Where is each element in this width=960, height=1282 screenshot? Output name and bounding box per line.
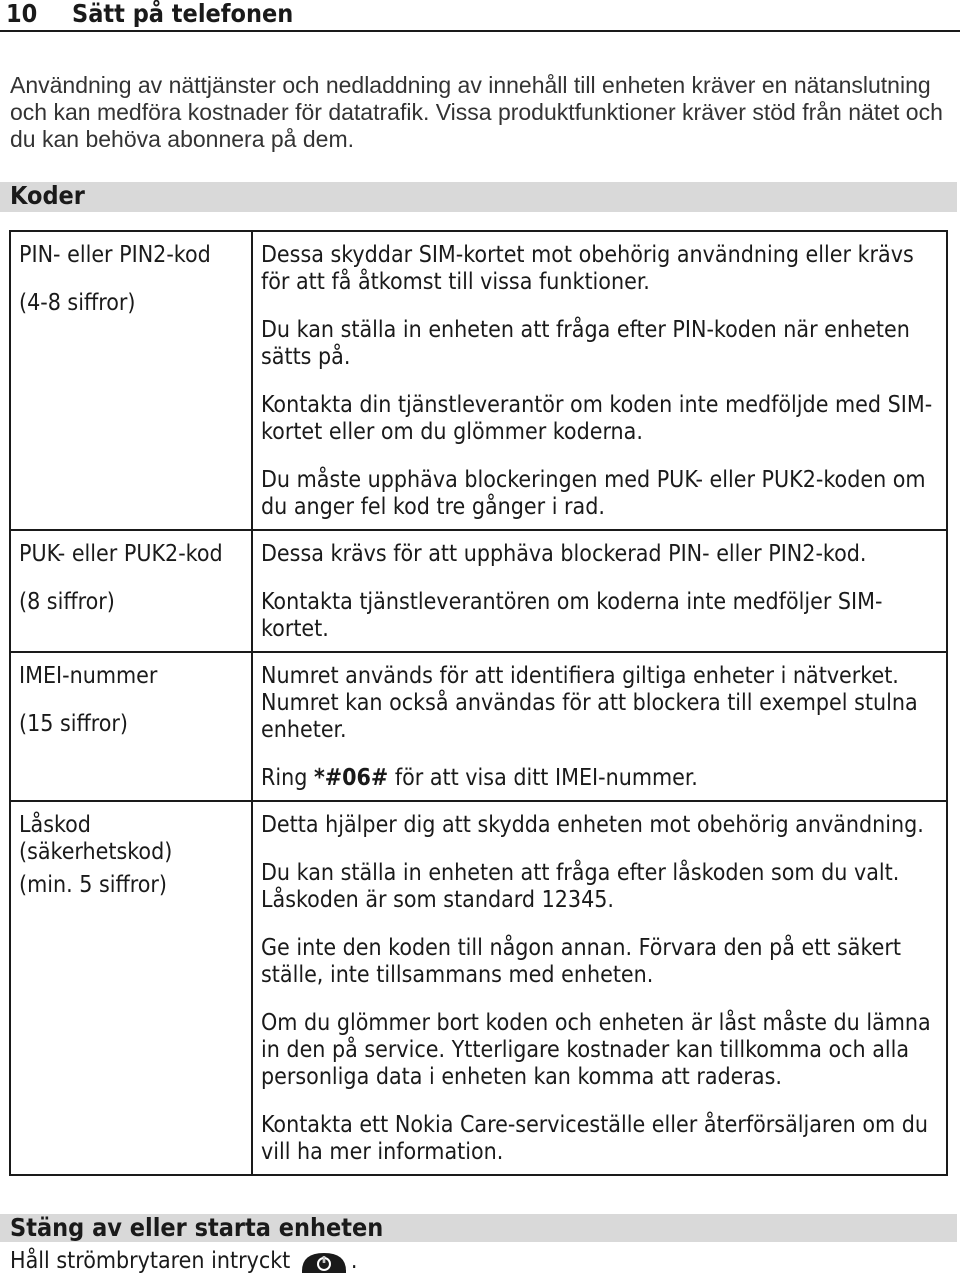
description-paragraph: Detta hjälper dig att skydda enheten mot obehörig användning. (261, 812, 924, 838)
page-header (0, 0, 960, 32)
description-paragraph: Ge inte den koden till någon annan. Förvara den på ett säkert ställe, inte tillsammans med enheten. (261, 935, 901, 988)
description-paragraph: Kontakta din tjänstleverantör om koden inte medföljde med SIM-kortet eller om du glömmer koderna. (261, 392, 933, 445)
table-row (10, 652, 947, 801)
description-paragraph: Du kan ställa in enheten att fråga efter PIN-koden när enheten sätts på. (261, 317, 910, 370)
code-description-cell (252, 530, 947, 652)
code-length: (8 siffror) (19, 589, 115, 615)
power-key-icon (299, 1249, 349, 1275)
description-paragraph: Numret används för att identifiera giltiga enheter i nätverket. Numret kan också användas för att blockera till exempel stulna enheter. (261, 663, 918, 743)
code-description-cell (252, 652, 947, 801)
codes-table (9, 230, 948, 1176)
description-paragraph: Kontakta ett Nokia Care-serviceställe eller återförsäljaren om du vill ha mer information. (261, 1112, 928, 1165)
code-length: (min. 5 siffror) (19, 872, 167, 898)
power-instruction-text: Håll strömbrytaren intryckt (10, 1248, 291, 1274)
page-number: 10 (6, 0, 38, 28)
chapter-title: Sätt på telefonen (72, 0, 294, 28)
code-name: Låskod (säkerhetskod) (19, 812, 173, 865)
code-length: (4-8 siffror) (19, 290, 136, 316)
code-name: PUK- eller PUK2-kod (19, 541, 223, 567)
section-heading-koder: Koder (0, 182, 957, 212)
section-heading-power: Stäng av eller starta enheten (0, 1214, 957, 1242)
code-description-cell (252, 801, 947, 1175)
ring-text-before: Ring (261, 765, 314, 791)
code-name: IMEI-nummer (19, 663, 158, 689)
ring-text-after: för att visa ditt IMEI-nummer. (388, 765, 698, 791)
description-paragraph: Du kan ställa in enheten att fråga efter låskoden som du valt. Låskoden är som standard 12345. (261, 860, 900, 913)
code-description-cell (252, 231, 947, 530)
description-paragraph: Du måste upphäva blockeringen med PUK- eller PUK2-koden om du anger fel kod tre gånger i rad. (261, 467, 926, 520)
imei-code: *#06# (313, 765, 389, 791)
power-instruction (10, 1247, 357, 1275)
code-label-cell (10, 530, 252, 652)
description-paragraph: Dessa skyddar SIM-kortet mot obehörig användning eller krävs för att få åtkomst till vissa funktioner. (261, 242, 914, 295)
code-label-cell (10, 231, 252, 530)
imei-ring-instruction (261, 765, 940, 792)
description-paragraph: Kontakta tjänstleverantören om koderna inte medföljer SIM-kortet. (261, 589, 883, 642)
code-label-cell (10, 652, 252, 801)
description-paragraph: Dessa krävs för att upphäva blockerad PIN- eller PIN2-kod. (261, 541, 867, 567)
code-length: (15 siffror) (19, 711, 128, 737)
table-row (10, 231, 947, 530)
code-name: PIN- eller PIN2-kod (19, 242, 211, 268)
code-label-cell (10, 801, 252, 1175)
table-row (10, 801, 947, 1175)
intro-paragraph: Användning av nättjänster och nedladdning av innehåll till enheten kräver en nätanslutning och kan medföra kostnader för datatrafik. Vissa produktfunktioner kräver stöd från nätet och du kan behöva abonnera på dem. (10, 72, 943, 152)
description-paragraph: Om du glömmer bort koden och enheten är låst måste du lämna in den på service. Ytterligare kostnader kan tillkomma och alla personliga data i enheten kan komma att raderas. (261, 1010, 931, 1090)
table-row (10, 530, 947, 652)
power-instruction-period: . (350, 1248, 358, 1274)
